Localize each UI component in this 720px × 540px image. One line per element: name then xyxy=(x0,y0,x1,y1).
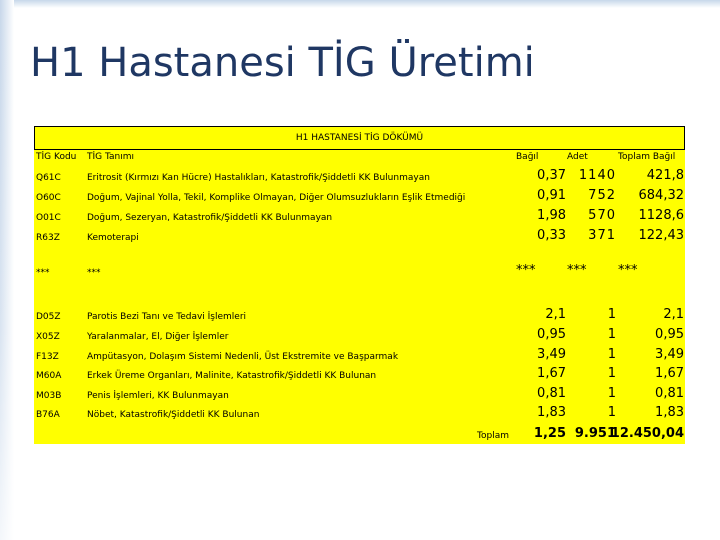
header-count: Adet xyxy=(567,152,588,162)
row-weight: 0,33 xyxy=(537,228,566,243)
row-description: Erkek Üreme Organları, Malinite, Katastrofik/Şiddetli KK Bulunan xyxy=(87,371,377,381)
totals-label: Toplam xyxy=(477,431,509,441)
totals-total: 12.450,04 xyxy=(610,426,684,441)
slide-title: H1 Hastanesi TİG Üretimi xyxy=(30,40,535,86)
row-description: Doğum, Sezeryan, Katastrofik/Şiddetli KK Bulunmayan xyxy=(87,213,333,223)
row-code: D05Z xyxy=(36,312,61,322)
row-weight: 0,81 xyxy=(537,386,566,401)
row-weight: 0,37 xyxy=(537,168,566,183)
row-count: 1 xyxy=(607,366,616,381)
row-total: 1,67 xyxy=(655,366,684,381)
row-total: 684,32 xyxy=(638,188,684,203)
row-weight: 1,83 xyxy=(537,405,566,420)
ellipsis-code: *** xyxy=(36,268,50,278)
row-description: Eritrosit (Kırmızı Kan Hücre) Hastalıkları, Katastrofik/Şiddetli KK Bulunmayan xyxy=(87,173,430,183)
row-count: 1 xyxy=(607,307,616,322)
row-weight: 0,95 xyxy=(537,327,566,342)
row-description: Parotis Bezi Tanı ve Tedavi İşlemleri xyxy=(87,312,247,322)
row-total: 122,43 xyxy=(638,228,684,243)
row-weight: 2,1 xyxy=(545,307,566,322)
totals-weight: 1,25 xyxy=(533,426,566,441)
row-description: Kemoterapi xyxy=(87,233,139,243)
row-description: Ampütasyon, Dolaşım Sistemi Nedenli, Üst Ekstremite ve Başparmak xyxy=(87,352,399,362)
row-total: 1,83 xyxy=(655,405,684,420)
row-count: 1 xyxy=(607,327,616,342)
row-total: 421,8 xyxy=(646,168,684,183)
row-code: Q61C xyxy=(36,173,61,183)
row-description: Doğum, Vajinal Yolla, Tekil, Komplike Olmayan, Diğer Olumsuzlukların Eşlik Etmediği xyxy=(87,193,466,203)
header-total: Toplam Bağıl xyxy=(618,152,676,162)
row-code: M03B xyxy=(36,391,62,401)
row-count: 1 xyxy=(607,386,616,401)
row-count: 752 xyxy=(588,188,616,203)
row-count: 570 xyxy=(588,208,616,223)
ellipsis-weight: *** xyxy=(516,263,536,278)
row-code: R63Z xyxy=(36,233,60,243)
row-code: X05Z xyxy=(36,332,60,342)
row-code: O60C xyxy=(36,193,61,203)
row-total: 2,1 xyxy=(663,307,684,322)
row-weight: 3,49 xyxy=(537,347,566,362)
row-description: Penis İşlemleri, KK Bulunmayan xyxy=(87,391,229,401)
row-weight: 0,91 xyxy=(537,188,566,203)
ellipsis-count: *** xyxy=(567,263,587,278)
row-code: B76A xyxy=(36,410,60,420)
row-count: 1140 xyxy=(578,168,616,183)
row-description: Nöbet, Katastrofik/Şiddetli KK Bulunan xyxy=(87,410,260,420)
row-total: 0,81 xyxy=(655,386,684,401)
row-count: 1 xyxy=(607,405,616,420)
row-total: 3,49 xyxy=(655,347,684,362)
sheet-title: H1 HASTANESİ TİG DÖKÜMÜ xyxy=(295,133,424,143)
row-code: M60A xyxy=(36,371,62,381)
ellipsis-total: *** xyxy=(618,263,638,278)
row-total: 0,95 xyxy=(655,327,684,342)
row-total: 1128,6 xyxy=(638,208,684,223)
totals-count: 9.951 xyxy=(574,426,616,441)
row-weight: 1,98 xyxy=(537,208,566,223)
header-description: TİG Tanımı xyxy=(87,152,134,162)
ellipsis-description: *** xyxy=(87,268,101,278)
top-decoration xyxy=(0,0,720,8)
row-code: F13Z xyxy=(36,352,59,362)
row-weight: 1,67 xyxy=(537,366,566,381)
left-decoration-fade xyxy=(0,0,14,540)
row-description: Yaralanmalar, El, Diğer İşlemler xyxy=(87,332,229,342)
row-count: 1 xyxy=(607,347,616,362)
row-count: 371 xyxy=(588,228,616,243)
header-weight: Bağıl xyxy=(516,152,539,162)
header-code: TİG Kodu xyxy=(36,152,77,162)
row-code: O01C xyxy=(36,213,61,223)
